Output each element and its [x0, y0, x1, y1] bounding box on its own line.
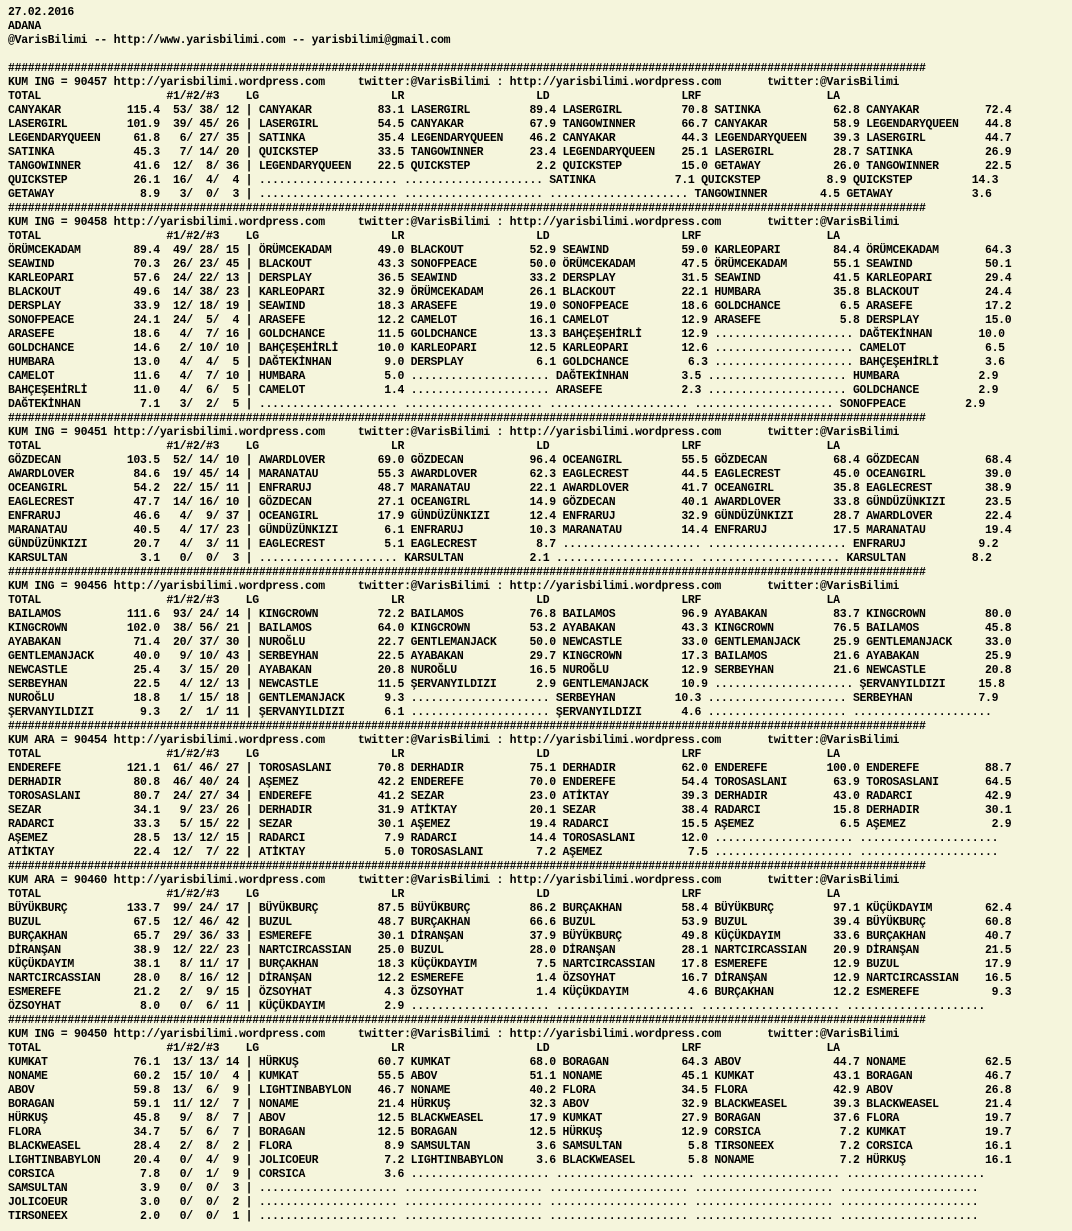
separator-line: ###########################################################################################################################################	[8, 202, 926, 215]
result-row: KINGCROWN 102.0 38/ 56/ 21 | BAILAMOS 64.0 KINGCROWN 53.2 AYABAKAN 43.3 KINGCROWN 76.5 BAILAMOS 45.8	[8, 622, 1012, 635]
result-row: SERBEYHAN 22.5 4/ 12/ 13 | NEWCASTLE 11.5 ŞERVANYILDIZI 2.9 GENTLEMANJACK 10.9 ..................... ŞERVANYILDIZI 15.8	[8, 678, 1005, 691]
column-header: TOTAL #1/#2/#3 LG LR LD LRF LA	[8, 594, 840, 607]
result-row: KÜÇÜKDAYIM 38.1 8/ 11/ 17 | BURÇAKHAN 18.3 KÜÇÜKDAYIM 7.5 NARTCIRCASSIAN 17.8 ESMEREFE 12.9 BUZUL 17.9	[8, 958, 1012, 971]
race-title: KUM ING = 90457 http://yarisbilimi.wordpress.com twitter:@VarisBilimi : http://yarisbilimi.wordpress.com twitter:@VarisBilimi	[8, 76, 900, 89]
column-header: TOTAL #1/#2/#3 LG LR LD LRF LA	[8, 90, 840, 103]
result-row: BLACKOUT 49.6 14/ 38/ 23 | KARLEOPARI 32.9 ÖRÜMCEKADAM 26.1 BLACKOUT 22.1 HUMBARA 35.8 BLACKOUT 24.4	[8, 286, 1012, 299]
result-row: SONOFPEACE 24.1 24/ 5/ 4 | ARASEFE 12.2 CAMELOT 16.1 CAMELOT 12.9 ARASEFE 5.8 DERSPLAY 15.0	[8, 314, 1012, 327]
result-row: GENTLEMANJACK 40.0 9/ 10/ 43 | SERBEYHAN 22.5 AYABAKAN 29.7 KINGCROWN 17.3 BAILAMOS 21.6 AYABAKAN 25.9	[8, 650, 1012, 663]
separator-line: ###########################################################################################################################################	[8, 62, 926, 75]
result-row: ABOV 59.8 13/ 6/ 9 | LIGHTINBABYLON 46.7 NONAME 40.2 FLORA 34.5 FLORA 42.9 ABOV 26.8	[8, 1084, 1012, 1097]
race-title: KUM ARA = 90454 http://yarisbilimi.wordpress.com twitter:@VarisBilimi : http://yarisbilimi.wordpress.com twitter:@VarisBilimi	[8, 734, 900, 747]
result-row: EAGLECREST 47.7 14/ 16/ 10 | GÖZDECAN 27.1 OCEANGIRL 14.9 GÖZDECAN 40.1 AWARDLOVER 33.8 GÜNDÜZÜNKIZI 23.5	[8, 496, 1012, 509]
result-row: DİRANŞAN 38.9 12/ 22/ 23 | NARTCIRCASSIAN 25.0 BUZUL 28.0 DİRANŞAN 28.1 NARTCIRCASSIAN 20.9 DİRANŞAN 21.5	[8, 944, 1012, 957]
result-row: RADARCI 33.3 5/ 15/ 22 | SEZAR 30.1 AŞEMEZ 19.4 RADARCI 15.5 AŞEMEZ 6.5 AŞEMEZ 2.9	[8, 818, 1012, 831]
result-row: BLACKWEASEL 28.4 2/ 8/ 2 | FLORA 8.9 SAMSULTAN 3.6 SAMSULTAN 5.8 TIRSONEEX 7.2 CORSICA 16.1	[8, 1140, 1012, 1153]
result-row: SEAWIND 70.3 26/ 23/ 45 | BLACKOUT 43.3 SONOFPEACE 50.0 ÖRÜMCEKADAM 47.5 ÖRÜMCEKADAM 55.1 SEAWIND 50.1	[8, 258, 1012, 271]
column-header: TOTAL #1/#2/#3 LG LR LD LRF LA	[8, 440, 840, 453]
result-row: AŞEMEZ 28.5 13/ 12/ 15 | RADARCI 7.9 RADARCI 14.4 TOROSASLANI 12.0 ..................... .....................	[8, 832, 999, 845]
result-row: SATINKA 45.3 7/ 14/ 20 | QUICKSTEP 33.5 TANGOWINNER 23.4 LEGENDARYQUEEN 25.1 LASERGIRL 28.7 SATINKA 26.9	[8, 146, 1012, 159]
result-row: LIGHTINBABYLON 20.4 0/ 4/ 9 | JOLICOEUR 7.2 LIGHTINBABYLON 3.6 BLACKWEASEL 5.8 NONAME 7.2 HÜRKUŞ 16.1	[8, 1154, 1012, 1167]
race-title: KUM ING = 90451 http://yarisbilimi.wordpress.com twitter:@VarisBilimi : http://yarisbilimi.wordpress.com twitter:@VarisBilimi	[8, 426, 900, 439]
result-row: LEGENDARYQUEEN 61.8 6/ 27/ 35 | SATINKA 35.4 LEGENDARYQUEEN 46.2 CANYAKAR 44.3 LEGENDARYQUEEN 39.3 LASERGIRL 44.7	[8, 132, 1012, 145]
result-row: GOLDCHANCE 14.6 2/ 10/ 10 | BAHÇEŞEHİRLİ 10.0 KARLEOPARI 12.5 KARLEOPARI 12.6 ..................... CAMELOT 6.5	[8, 342, 1005, 355]
result-row: GÜNDÜZÜNKIZI 20.7 4/ 3/ 11 | EAGLECREST 5.1 EAGLECREST 8.7 ..................... ..................... ENFRARUJ 9.2	[8, 538, 999, 551]
result-row: HUMBARA 13.0 4/ 4/ 5 | DAĞTEKİNHAN 9.0 DERSPLAY 6.1 GOLDCHANCE 6.3 ..................... BAHÇEŞEHİRLİ 3.6	[8, 356, 1005, 369]
race-title: KUM ING = 90458 http://yarisbilimi.wordpress.com twitter:@VarisBilimi : http://yarisbilimi.wordpress.com twitter:@VarisBilimi	[8, 216, 900, 229]
result-row: ŞERVANYILDIZI 9.3 2/ 1/ 11 | ŞERVANYILDIZI 6.1 ..................... ŞERVANYILDIZI 4.6 ..................... .....................	[8, 706, 992, 719]
result-row: FLORA 34.7 5/ 6/ 7 | BORAGAN 12.5 BORAGAN 12.5 HÜRKUŞ 12.9 CORSICA 7.2 KUMKAT 19.7	[8, 1126, 1012, 1139]
result-row: TANGOWINNER 41.6 12/ 8/ 36 | LEGENDARYQUEEN 22.5 QUICKSTEP 2.2 QUICKSTEP 15.0 GETAWAY 26.0 TANGOWINNER 22.5	[8, 160, 1012, 173]
result-row: ÖZSOYHAT 8.0 0/ 6/ 11 | KÜÇÜKDAYIM 2.9 ..................... ..................... ..................... .....................	[8, 1000, 985, 1013]
column-header: TOTAL #1/#2/#3 LG LR LD LRF LA	[8, 748, 840, 761]
separator-line: ###########################################################################################################################################	[8, 566, 926, 579]
result-row: TIRSONEEX 2.0 0/ 0/ 1 | ..................... ..................... ..................... ..................... .....................	[8, 1210, 979, 1223]
result-row: ÖRÜMCEKADAM 89.4 49/ 28/ 15 | ÖRÜMCEKADAM 49.0 BLACKOUT 52.9 SEAWIND 59.0 KARLEOPARI 84.4 ÖRÜMCEKADAM 64.3	[8, 244, 1012, 257]
result-row: JOLICOEUR 3.0 0/ 0/ 2 | ..................... ..................... ..................... ..................... .....................	[8, 1196, 979, 1209]
result-row: TOROSASLANI 80.7 24/ 27/ 34 | ENDEREFE 41.2 SEZAR 23.0 ATİKTAY 39.3 DERHADIR 43.0 RADARCI 42.9	[8, 790, 1012, 803]
city: ADANA	[8, 20, 42, 33]
separator-line: ###########################################################################################################################################	[8, 860, 926, 873]
result-row: CAMELOT 11.6 4/ 7/ 10 | HUMBARA 5.0 ..................... DAĞTEKİNHAN 3.5 ..................... HUMBARA 2.9	[8, 370, 999, 383]
result-row: AYABAKAN 71.4 20/ 37/ 30 | NUROĞLU 22.7 GENTLEMANJACK 50.0 NEWCASTLE 33.0 GENTLEMANJACK 25.9 GENTLEMANJACK 33.0	[8, 636, 1012, 649]
result-row: BORAGAN 59.1 11/ 12/ 7 | NONAME 21.4 HÜRKUŞ 32.3 ABOV 32.9 BLACKWEASEL 39.3 BLACKWEASEL 21.4	[8, 1098, 1012, 1111]
result-row: BURÇAKHAN 65.7 29/ 36/ 33 | ESMEREFE 30.1 DİRANŞAN 37.9 BÜYÜKBURÇ 49.8 KÜÇÜKDAYIM 33.6 BURÇAKHAN 40.7	[8, 930, 1012, 943]
result-row: ENFRARUJ 46.6 4/ 9/ 37 | OCEANGIRL 17.9 GÜNDÜZÜNKIZI 12.4 ENFRARUJ 32.9 GÜNDÜZÜNKIZI 28.7 AWARDLOVER 22.4	[8, 510, 1012, 523]
result-row: SEZAR 34.1 9/ 23/ 26 | DERHADIR 31.9 ATİKTAY 20.1 SEZAR 38.4 RADARCI 15.8 DERHADIR 30.1	[8, 804, 1012, 817]
column-header: TOTAL #1/#2/#3 LG LR LD LRF LA	[8, 888, 840, 901]
race-title: KUM ING = 90456 http://yarisbilimi.wordpress.com twitter:@VarisBilimi : http://yarisbilimi.wordpress.com twitter:@VarisBilimi	[8, 580, 900, 593]
race-sections	[8, 62, 1072, 1224]
result-row: MARANATAU 40.5 4/ 17/ 23 | GÜNDÜZÜNKIZI 6.1 ENFRARUJ 10.3 MARANATAU 14.4 ENFRARUJ 17.5 MARANATAU 19.4	[8, 524, 1012, 537]
result-row: DERSPLAY 33.9 12/ 18/ 19 | SEAWIND 18.3 ARASEFE 19.0 SONOFPEACE 18.6 GOLDCHANCE 6.5 ARASEFE 17.2	[8, 300, 1012, 313]
result-row: NONAME 60.2 15/ 10/ 4 | KUMKAT 55.5 ABOV 51.1 NONAME 45.1 KUMKAT 43.1 BORAGAN 46.7	[8, 1070, 1012, 1083]
result-row: ARASEFE 18.6 4/ 7/ 16 | GOLDCHANCE 11.5 GOLDCHANCE 13.3 BAHÇEŞEHİRLİ 12.9 ..................... DAĞTEKİNHAN 10.0	[8, 328, 1005, 341]
result-row: HÜRKUŞ 45.8 9/ 8/ 7 | ABOV 12.5 BLACKWEASEL 17.9 KUMKAT 27.9 BORAGAN 37.6 FLORA 19.7	[8, 1112, 1012, 1125]
result-row: NEWCASTLE 25.4 3/ 15/ 20 | AYABAKAN 20.8 NUROĞLU 16.5 NUROĞLU 12.9 SERBEYHAN 21.6 NEWCASTLE 20.8	[8, 664, 1012, 677]
result-row: KARLEOPARI 57.6 24/ 22/ 13 | DERSPLAY 36.5 SEAWIND 33.2 DERSPLAY 31.5 SEAWIND 41.5 KARLEOPARI 29.4	[8, 272, 1012, 285]
result-row: ENDEREFE 121.1 61/ 46/ 27 | TOROSASLANI 70.8 DERHADIR 75.1 DERHADIR 62.0 ENDEREFE 100.0 ENDEREFE 88.7	[8, 762, 1012, 775]
result-row: KUMKAT 76.1 13/ 13/ 14 | HÜRKUŞ 60.7 KUMKAT 68.0 BORAGAN 64.3 ABOV 44.7 NONAME 62.5	[8, 1056, 1012, 1069]
column-header: TOTAL #1/#2/#3 LG LR LD LRF LA	[8, 1042, 840, 1055]
contact-line: @VarisBilimi -- http://www.yarisbilimi.com -- yarisbilimi@gmail.com	[8, 34, 451, 47]
date: 27.02.2016	[8, 6, 75, 19]
result-row: GÖZDECAN 103.5 52/ 14/ 10 | AWARDLOVER 69.0 GÖZDECAN 96.4 OCEANGIRL 55.5 GÖZDECAN 68.4 GÖZDECAN 68.4	[8, 454, 1012, 467]
race-title: KUM ARA = 90460 http://yarisbilimi.wordpress.com twitter:@VarisBilimi : http://yarisbilimi.wordpress.com twitter:@VarisBilimi	[8, 874, 900, 887]
result-row: BÜYÜKBURÇ 133.7 99/ 24/ 17 | BÜYÜKBURÇ 87.5 BÜYÜKBURÇ 86.2 BURÇAKHAN 58.4 BÜYÜKBURÇ 97.1 KÜÇÜKDAYIM 62.4	[8, 902, 1012, 915]
result-row: AWARDLOVER 84.6 19/ 45/ 14 | MARANATAU 55.3 AWARDLOVER 62.3 EAGLECREST 44.5 EAGLECREST 45.0 OCEANGIRL 39.0	[8, 468, 1012, 481]
separator-line: ###########################################################################################################################################	[8, 412, 926, 425]
separator-line: ###########################################################################################################################################	[8, 1014, 926, 1027]
result-row: GETAWAY 8.9 3/ 0/ 3 | ..................... ..................... ..................... TANGOWINNER 4.5 GETAWAY 3.6	[8, 188, 992, 201]
result-row: ATİKTAY 22.4 12/ 7/ 22 | ATİKTAY 5.0 TOROSASLANI 7.2 AŞEMEZ 7.5 ..................... .....................	[8, 846, 999, 859]
result-row: BUZUL 67.5 12/ 46/ 42 | BUZUL 48.7 BURÇAKHAN 66.6 BUZUL 53.9 BUZUL 39.4 BÜYÜKBURÇ 60.8	[8, 916, 1012, 929]
result-row: KARSULTAN 3.1 0/ 0/ 3 | ..................... KARSULTAN 2.1 ..................... ..................... KARSULTAN 8.2	[8, 552, 992, 565]
separator-line: ###########################################################################################################################################	[8, 720, 926, 733]
result-row: SAMSULTAN 3.9 0/ 0/ 3 | ..................... ..................... ..................... ..................... .....................	[8, 1182, 979, 1195]
result-row: QUICKSTEP 26.1 16/ 4/ 4 | ..................... ..................... SATINKA 7.1 QUICKSTEP 8.9 QUICKSTEP 14.3	[8, 174, 999, 187]
result-row: DAĞTEKİNHAN 7.1 3/ 2/ 5 | ..................... ..................... ..................... ..................... SONOFPEACE 2.9	[8, 398, 985, 411]
blank-line	[8, 48, 1072, 62]
column-header: TOTAL #1/#2/#3 LG LR LD LRF LA	[8, 230, 840, 243]
result-row: CORSICA 7.8 0/ 1/ 9 | CORSICA 3.6 ..................... ..................... ..................... .....................	[8, 1168, 985, 1181]
result-row: NUROĞLU 18.8 1/ 15/ 18 | GENTLEMANJACK 9.3 ..................... SERBEYHAN 10.3 ..................... SERBEYHAN 7.9	[8, 692, 999, 705]
result-row: CANYAKAR 115.4 53/ 38/ 12 | CANYAKAR 83.1 LASERGIRL 89.4 LASERGIRL 70.8 SATINKA 62.8 CANYAKAR 72.4	[8, 104, 1012, 117]
result-row: BAHÇEŞEHİRLİ 11.0 4/ 6/ 5 | CAMELOT 1.4 ..................... ARASEFE 2.3 ..................... GOLDCHANCE 2.9	[8, 384, 999, 397]
result-row: NARTCIRCASSIAN 28.0 8/ 16/ 12 | DİRANŞAN 12.2 ESMEREFE 1.4 ÖZSOYHAT 16.7 DİRANŞAN 12.9 NARTCIRCASSIAN 16.5	[8, 972, 1012, 985]
result-row: ESMEREFE 21.2 2/ 9/ 15 | ÖZSOYHAT 4.3 ÖZSOYHAT 1.4 KÜÇÜKDAYIM 4.6 BURÇAKHAN 12.2 ESMEREFE 9.3	[8, 986, 1012, 999]
result-row: BAILAMOS 111.6 93/ 24/ 14 | KINGCROWN 72.2 BAILAMOS 76.8 BAILAMOS 96.9 AYABAKAN 83.7 KINGCROWN 80.0	[8, 608, 1012, 621]
result-row: OCEANGIRL 54.2 22/ 15/ 11 | ENFRARUJ 48.7 MARANATAU 22.1 AWARDLOVER 41.7 OCEANGIRL 35.8 EAGLECREST 38.9	[8, 482, 1012, 495]
result-row: DERHADIR 80.8 46/ 40/ 24 | AŞEMEZ 42.2 ENDEREFE 70.0 ENDEREFE 54.4 TOROSASLANI 63.9 TOROSASLANI 64.5	[8, 776, 1012, 789]
result-row: LASERGIRL 101.9 39/ 45/ 26 | LASERGIRL 54.5 CANYAKAR 67.9 TANGOWINNER 66.7 CANYAKAR 58.9 LEGENDARYQUEEN 44.8	[8, 118, 1012, 131]
race-title: KUM ING = 90450 http://yarisbilimi.wordpress.com twitter:@VarisBilimi : http://yarisbilimi.wordpress.com twitter:@VarisBilimi	[8, 1028, 900, 1041]
